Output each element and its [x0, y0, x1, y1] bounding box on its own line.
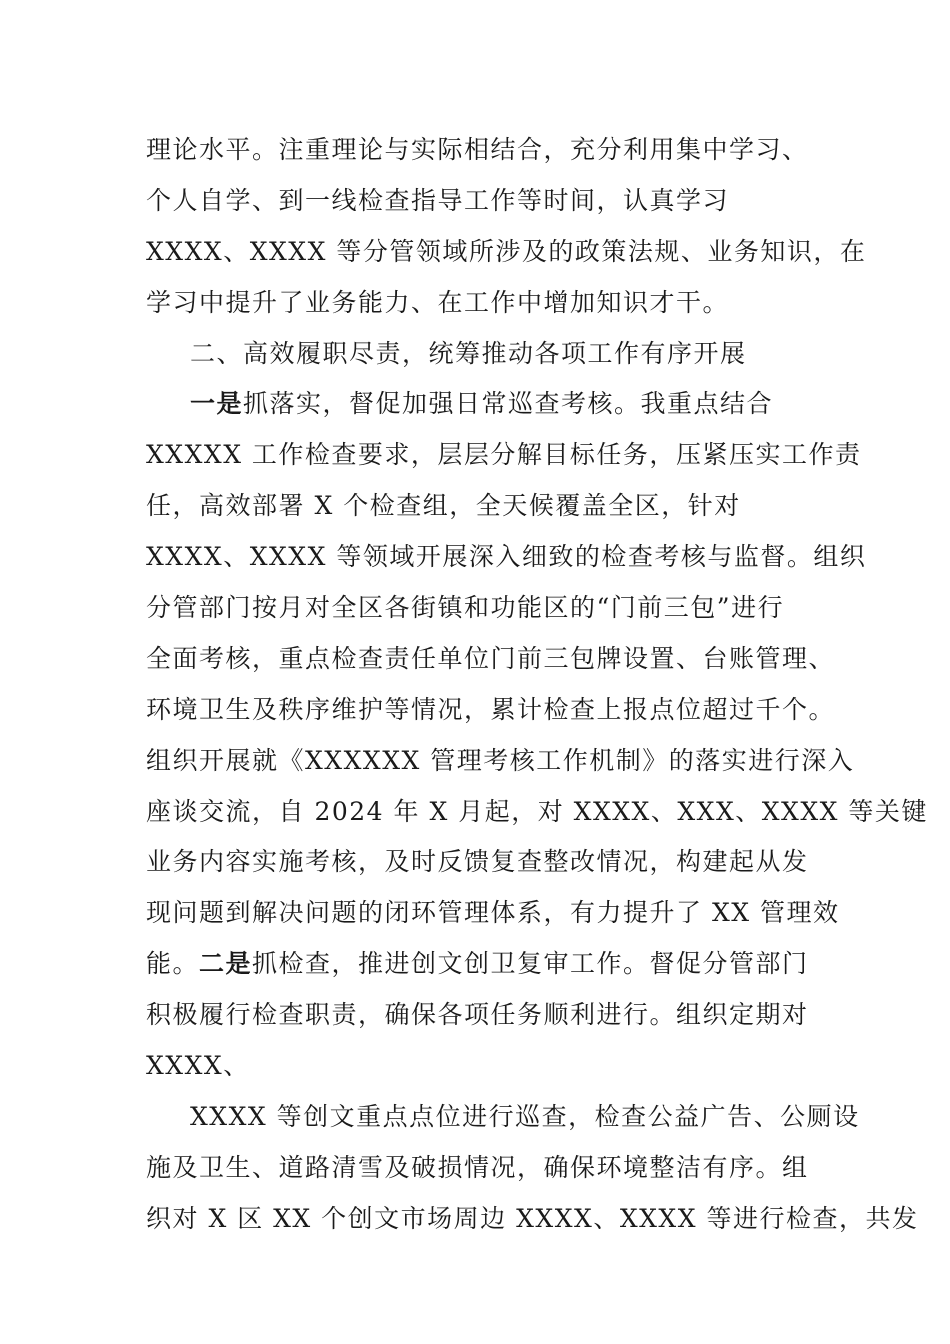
text-line: 积极履行检查职责，确保各项任务顺利进行。组织定期对: [146, 1000, 809, 1030]
text-line: 座谈交流，自 2024 年 X 月起，对 XXXX、XXX、XXXX 等关键: [146, 796, 928, 826]
text-line: 环境卫生及秩序维护等情况，累计检查上报点位超过千个。: [146, 694, 836, 724]
document-body: [146, 125, 928, 1245]
text-line: [146, 379, 816, 430]
bold-lead: 一是: [190, 389, 244, 419]
text-line: 全面考核，重点检查责任单位门前三包牌设置、台账管理、: [146, 643, 836, 673]
text-line: 织对 X 区 XX 个创文市场周边 XXXX、XXXX 等进行检查，共发: [146, 1203, 919, 1233]
text-line: 现问题到解决问题的闭环管理体系，有力提升了 XX 管理效: [146, 898, 840, 928]
section-heading: 二、高效履职尽责，统筹推动各项工作有序开展: [190, 338, 747, 368]
text-line: 分管部门按月对全区各街镇和功能区的“门前三包”进行: [146, 593, 785, 623]
line-text: 能。: [146, 949, 200, 979]
text-line: 施及卫生、道路清雪及破损情况，确保环境整洁有序。组: [146, 1152, 809, 1182]
bold-lead: 二是: [199, 949, 253, 979]
text-line: 学习中提升了业务能力、在工作中增加知识才干。: [146, 287, 730, 317]
text-line: XXXX、XXXX 等领域开展深入细致的检查考核与监督。组织: [146, 542, 867, 572]
text-line: 组织开展就《XXXXXX 管理考核工作机制》的落实进行深入: [146, 745, 855, 775]
text-line: 理论水平。注重理论与实际相结合，充分利用集中学习、: [146, 135, 809, 164]
text-line: 业务内容实施考核，及时反馈复查整改情况，构建起从发: [146, 847, 809, 877]
text-line: 任，高效部署 X 个检查组，全天候覆盖全区，针对: [146, 491, 741, 521]
text-line: XXXX 等创文重点点位进行巡查，检查公益广告、公厕设: [190, 1101, 860, 1131]
text-line: XXXX、: [146, 1051, 250, 1081]
text-line: [146, 939, 816, 990]
line-text: 抓落实，督促加强日常巡查考核。我重点结合: [243, 389, 774, 419]
line-text: 抓检查，推进创文创卫复审工作。督促分管部门: [252, 949, 809, 979]
text-line: 个人自学、到一线检查指导工作等时间，认真学习: [146, 185, 730, 215]
text-line: XXXXX 工作检查要求，层层分解目标任务，压紧压实工作责: [146, 440, 862, 470]
text-line: XXXX、XXXX 等分管领域所涉及的政策法规、业务知识，在: [146, 236, 867, 266]
